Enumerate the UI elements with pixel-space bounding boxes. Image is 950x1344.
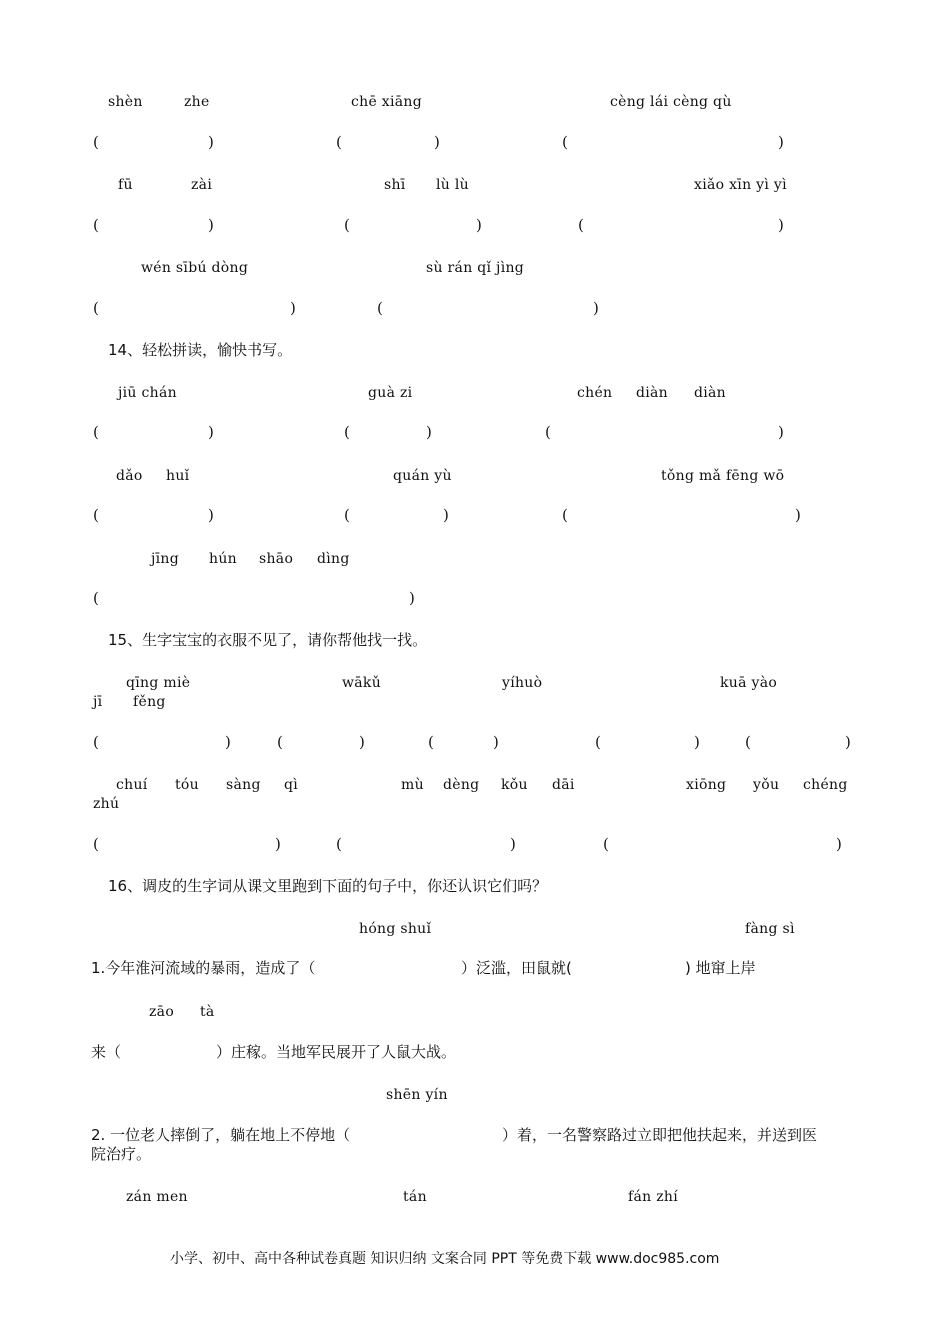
answer-blank-close: ) [359, 733, 365, 751]
pinyin-kua-yao: kuā yào [720, 675, 778, 691]
pinyin-dai: dāi [552, 777, 575, 793]
sentence-2-part-a: 2. 一位老人摔倒了，躺在地上不停地（ [91, 1126, 351, 1144]
pinyin-ji: jī [93, 694, 103, 710]
question-16-heading: 16、调皮的生字词从课文里跑到下面的句子中，你还认识它们吗？ [108, 877, 548, 895]
pinyin-fu: fū [118, 177, 133, 193]
answer-blank-close: ) [778, 133, 784, 151]
answer-blank-open: ( [277, 733, 283, 751]
answer-blank-open: ( [93, 216, 99, 234]
pinyin-jiu-chan: jiū chán [118, 385, 177, 401]
sentence-1-part-b: ）泛滥，田鼠就( [461, 959, 572, 977]
pinyin-wen-si-bu-dong: wén sībú dòng [141, 260, 249, 276]
pinyin-shi: shī [384, 177, 406, 193]
answer-blank-close: ) [208, 423, 214, 441]
answer-blank-close: ) [593, 299, 599, 317]
answer-blank-open: ( [336, 133, 342, 151]
pinyin-hong-shui: hóng shuǐ [359, 921, 432, 937]
sentence-2-part-c: 院治疗。 [91, 1145, 152, 1163]
answer-blank-close: ) [290, 299, 296, 317]
answer-blank-close: ) [510, 835, 516, 853]
answer-blank-open: ( [595, 733, 601, 751]
answer-blank-open: ( [93, 589, 99, 607]
pinyin-ceng-lai-ceng-qu: cèng lái cèng qù [610, 94, 732, 110]
pinyin-shen-yin: shēn yín [386, 1087, 448, 1103]
answer-blank-open: ( [93, 133, 99, 151]
pinyin-feng: fěng [133, 694, 166, 710]
answer-blank-open: ( [93, 423, 99, 441]
answer-blank-open: ( [377, 299, 383, 317]
page-footer: 小学、初中、高中各种试卷真题 知识归纳 文案合同 PPT 等免费下载 www.doc985.com [170, 1251, 720, 1267]
pinyin-hun: hún [209, 551, 237, 567]
pinyin-su-ran-qi-jing: sù rán qǐ jìng [426, 260, 525, 276]
answer-blank-close: ) [275, 835, 281, 853]
pinyin-fan-zhi: fán zhí [628, 1189, 678, 1205]
pinyin-zan-men: zán men [126, 1189, 188, 1205]
pinyin-xiao-xin-yi-yi: xiǎo xīn yì yì [694, 177, 787, 193]
pinyin-fang-si: fàng sì [745, 921, 795, 937]
pinyin-waku: wākǔ [342, 675, 382, 691]
answer-blank-close: ) [476, 216, 482, 234]
pinyin-shen: shèn [108, 94, 143, 110]
pinyin-dian: diàn [694, 385, 727, 401]
sentence-1-part-d: 来（ [91, 1043, 122, 1061]
pinyin-ding: dìng [317, 551, 350, 567]
answer-blank-open: ( [344, 216, 350, 234]
pinyin-xiong: xiōng [686, 777, 727, 793]
pinyin-jing: jīng [151, 551, 179, 567]
pinyin-zhu: zhú [93, 796, 120, 812]
answer-blank-close: ) [778, 216, 784, 234]
answer-blank-close: ) [225, 733, 231, 751]
answer-blank-open: ( [93, 835, 99, 853]
answer-blank-close: ) [208, 506, 214, 524]
answer-blank-open: ( [93, 506, 99, 524]
pinyin-zhe: zhe [184, 94, 210, 110]
answer-blank-open: ( [578, 216, 584, 234]
pinyin-zai: zài [191, 177, 213, 193]
pinyin-kou: kǒu [501, 777, 528, 793]
answer-blank-open: ( [545, 423, 551, 441]
pinyin-quan-yu: quán yù [393, 468, 452, 484]
sentence-1-part-e: ）庄稼。当地军民展开了人鼠大战。 [216, 1043, 457, 1061]
pinyin-dian: diàn [636, 385, 669, 401]
pinyin-tong-ma-feng-wo: tǒng mǎ fēng wō [661, 468, 785, 484]
pinyin-gua-zi: guà zi [368, 385, 413, 401]
answer-blank-open: ( [562, 506, 568, 524]
pinyin-shao: shāo [259, 551, 294, 567]
pinyin-cheng: chéng [803, 777, 848, 793]
answer-blank-open: ( [344, 506, 350, 524]
answer-blank-open: ( [428, 733, 434, 751]
question-14-heading: 14、轻松拼读，愉快书写。 [108, 341, 293, 359]
answer-blank-open: ( [93, 733, 99, 751]
answer-blank-open: ( [336, 835, 342, 853]
pinyin-tan: tán [403, 1189, 427, 1205]
sentence-1-part-c: ) 地窜上岸 [685, 959, 756, 977]
pinyin-ta: tà [200, 1004, 215, 1020]
pinyin-tou: tóu [175, 777, 199, 793]
answer-blank-open: ( [603, 835, 609, 853]
answer-blank-open: ( [562, 133, 568, 151]
pinyin-chui: chuí [116, 777, 148, 793]
pinyin-chen: chén [577, 385, 613, 401]
pinyin-deng: dèng [443, 777, 480, 793]
pinyin-qi: qì [284, 777, 299, 793]
answer-blank-close: ) [778, 423, 784, 441]
answer-blank-close: ) [208, 216, 214, 234]
pinyin-zao: zāo [149, 1004, 175, 1020]
answer-blank-close: ) [409, 589, 415, 607]
answer-blank-close: ) [694, 733, 700, 751]
pinyin-dao: dǎo [116, 468, 143, 484]
pinyin-qing-mie: qīng miè [126, 675, 191, 691]
pinyin-che-xiang: chē xiāng [351, 94, 422, 110]
answer-blank-open: ( [93, 299, 99, 317]
answer-blank-close: ) [845, 733, 851, 751]
answer-blank-close: ) [208, 133, 214, 151]
answer-blank-close: ) [493, 733, 499, 751]
answer-blank-close: ) [836, 835, 842, 853]
sentence-2-part-b: ）着，一名警察路过立即把他扶起来，并送到医 [502, 1126, 818, 1144]
answer-blank-close: ) [434, 133, 440, 151]
pinyin-sang: sàng [226, 777, 261, 793]
answer-blank-close: ) [443, 506, 449, 524]
pinyin-mu: mù [401, 777, 424, 793]
pinyin-hui: huǐ [166, 468, 190, 484]
pinyin-yihuo: yíhuò [502, 675, 543, 691]
answer-blank-close: ) [426, 423, 432, 441]
answer-blank-open: ( [745, 733, 751, 751]
answer-blank-open: ( [344, 423, 350, 441]
sentence-1-part-a: 1.今年淮河流域的暴雨，造成了（ [91, 959, 316, 977]
answer-blank-close: ) [795, 506, 801, 524]
pinyin-you: yǒu [753, 777, 780, 793]
question-15-heading: 15、生字宝宝的衣服不见了，请你帮他找一找。 [108, 631, 428, 649]
pinyin-lu-lu: lù lù [436, 177, 469, 193]
